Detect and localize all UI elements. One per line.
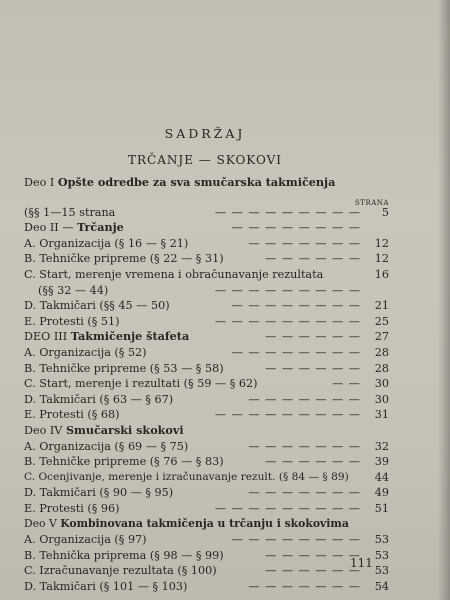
toc-page-number: 32: [374, 439, 389, 453]
leader-dashes: — — — — — —: [265, 330, 361, 344]
toc-page-number: 53: [374, 548, 389, 562]
toc-entry-label: E. Protesti (§ 51): [24, 314, 120, 328]
toc-entry-label: A. Organizacija (§ 69 — § 75): [24, 439, 189, 453]
page-number-folio: 111: [350, 556, 373, 570]
leader-dashes: — — — — — — —: [248, 439, 361, 453]
toc-entry-label: D. Takmičari (§ 90 — § 95): [24, 486, 174, 500]
toc-page-number: 39: [374, 455, 389, 469]
toc-entry: [24, 579, 389, 595]
toc-entry-label: Deo II — Trčanje: [24, 220, 124, 235]
toc-entry: [24, 314, 389, 330]
table-of-contents: [24, 175, 389, 594]
page-edge-shadow: [438, 0, 450, 600]
leader-dashes: — — — — — —: [265, 252, 361, 266]
toc-page-number: 25: [374, 314, 389, 328]
toc-entry-label: A. Organizacija (§ 97): [24, 533, 147, 547]
toc-entry: [24, 423, 389, 439]
toc-page-number: 31: [374, 408, 389, 422]
leader-dashes: — — — — — — — —: [231, 221, 361, 235]
toc-page-number: 51: [374, 501, 389, 515]
toc-page-number: 53: [374, 564, 389, 578]
leader-dashes: — — — — — — — — —: [214, 314, 361, 328]
toc-page-number: 30: [374, 392, 389, 406]
toc-entry-label: D. Takmičari (§ 101 — § 103): [24, 579, 188, 593]
toc-page-number: 12: [374, 236, 389, 250]
toc-page-number: 21: [374, 299, 389, 313]
leader-dashes: — —: [332, 377, 361, 391]
toc-page-number: 5: [381, 205, 389, 219]
toc-entry-label: Deo I Opšte odredbe za sva smučarska takmičenja: [24, 175, 336, 189]
section-subtitle: TRČANJE — SKOKOVI: [128, 153, 282, 167]
toc-entry: [24, 175, 389, 191]
toc-entry-label: C. Izračunavanje rezultata (§ 100): [24, 564, 217, 578]
toc-entry: [24, 283, 389, 299]
leader-dashes: — — — — — — —: [248, 236, 361, 250]
toc-entry: [24, 454, 389, 470]
leader-dashes: — — — — — — — — —: [214, 501, 361, 515]
toc-page-number: 28: [374, 345, 389, 359]
toc-entry-label: B. Tehničke pripreme (§ 22 — § 31): [24, 252, 224, 266]
toc-page-number: 16: [374, 267, 389, 281]
toc-entry: [24, 485, 389, 501]
toc-entry-label: (§§ 1—15 strana: [24, 205, 116, 219]
toc-entry: [24, 439, 389, 455]
toc-page-number: 54: [374, 579, 389, 593]
toc-entry-label: B. Tehničke pripreme (§ 76 — § 83): [24, 455, 224, 469]
leader-dashes: — — — — — — —: [248, 579, 361, 593]
leader-dashes: — — — — — — — —: [231, 345, 361, 359]
toc-entry: [24, 516, 389, 532]
toc-entry: [24, 298, 389, 314]
leader-dashes: — — — — — —: [265, 564, 361, 578]
toc-entry-label: E. Protesti (§ 96): [24, 501, 120, 515]
toc-entry-label: DEO III Takmičenje štafeta: [24, 329, 190, 344]
toc-entry: [24, 361, 389, 377]
toc-entry: [24, 548, 389, 564]
toc-entry: [24, 392, 389, 408]
toc-entry: [24, 198, 389, 221]
toc-entry-label: D. Takmičari (§ 63 — § 67): [24, 392, 174, 406]
toc-page-number: 49: [374, 486, 389, 500]
toc-page-number: 12: [374, 252, 389, 266]
toc-entry: [24, 267, 389, 283]
leader-dashes: — — — — — — — — —: [214, 205, 361, 219]
leader-dashes: — — — — — — —: [248, 392, 361, 406]
toc-entry: [24, 220, 389, 236]
toc-entry: [24, 345, 389, 361]
toc-page-number: 53: [374, 533, 389, 547]
toc-page-number: 27: [374, 330, 389, 344]
toc-entry-label: C. Start, merenje i rezultati (§ 59 — § 62): [24, 377, 258, 391]
page-title: SADRŽAJ: [164, 126, 246, 141]
toc-entry-label: E. Protesti (§ 68): [24, 408, 120, 422]
toc-entry: [24, 251, 389, 267]
toc-entry: [24, 563, 389, 579]
toc-entry: [24, 532, 389, 548]
toc-entry: [24, 236, 389, 252]
leader-dashes: — — — — — — — —: [231, 533, 361, 547]
leader-dashes: — — — — — —: [265, 455, 361, 469]
leader-dashes: — — — — — — — —: [231, 299, 361, 313]
toc-entry-label: C. Start, merenje vremena i obračunavanje rezultata: [24, 267, 324, 281]
toc-page-number: 28: [374, 361, 389, 375]
leader-dashes: — — — — — —: [265, 361, 361, 375]
leader-dashes: — — — — — — —: [248, 486, 361, 500]
toc-entry: [24, 376, 389, 392]
toc-entry-label: A. Organizacija (§ 16 — § 21): [24, 236, 189, 250]
toc-entry-label: (§§ 32 — 44): [38, 283, 109, 297]
toc-entry: [24, 501, 389, 517]
toc-entry-label: Deo V Kombinovana takmičenja u trčanju i skokovima: [24, 517, 349, 531]
toc-page-number: 30: [374, 377, 389, 391]
toc-entry: [24, 329, 389, 345]
toc-entry-label: B. Tehničke pripreme (§ 53 — § 58): [24, 361, 224, 375]
toc-entry-label: D. Takmičari (§§ 45 — 50): [24, 299, 170, 313]
toc-entry-label: C. Ocenjivanje, merenje i izračunavanje rezult. (§ 84 — § 89): [24, 470, 349, 483]
leader-dashes: — — — — — — — — —: [214, 408, 361, 422]
leader-dashes: — — — — — — — — —: [214, 283, 361, 297]
toc-entry-label: Deo IV Smučarski skokovi: [24, 422, 184, 437]
toc-page-number: 44: [374, 470, 389, 484]
leader-dashes: — — — — — —: [265, 548, 361, 562]
toc-entry-label: B. Tehnička priprema (§ 98 — § 99): [24, 548, 224, 562]
toc-entry-label: A. Organizacija (§ 52): [24, 345, 147, 359]
toc-entry: [24, 470, 389, 486]
toc-entry: [24, 407, 389, 423]
column-label-strana: STRANA: [355, 198, 389, 207]
